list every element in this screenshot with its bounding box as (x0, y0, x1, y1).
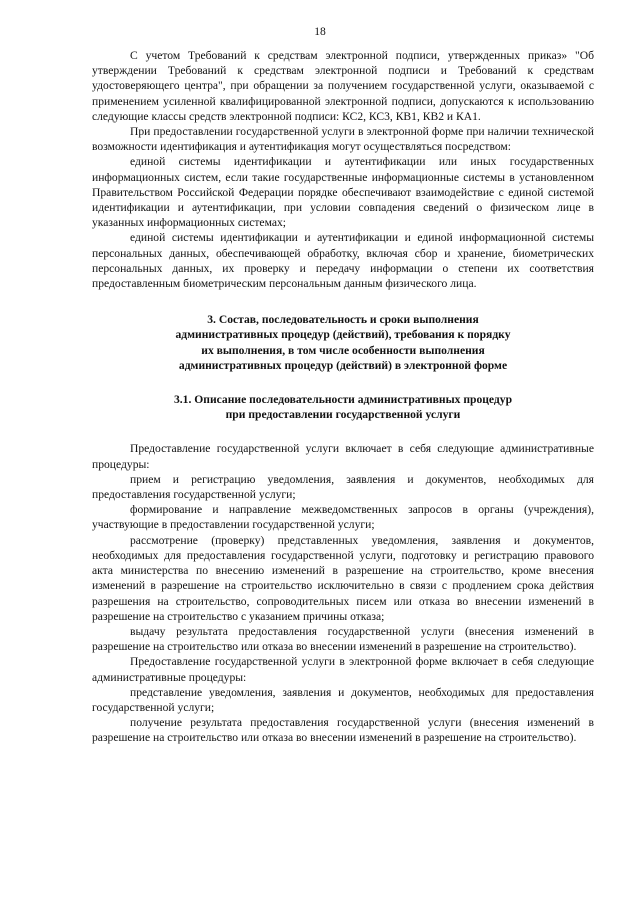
paragraph: При предоставлении государственной услуги в электронной форме при наличии технической возможности идентификация и аутентификация могут осуществляться посредством: (92, 125, 594, 154)
paragraph: Предоставление государственной услуги в электронной форме включает в себя следующие административные процедуры: (92, 655, 594, 684)
paragraph: Предоставление государственной услуги включает в себя следующие административные процедуры: (92, 442, 594, 471)
heading-line: 3.1. Описание последовательности административных процедур (173, 393, 513, 407)
heading-line: административных процедур (действий) в электронной форме (178, 358, 508, 372)
paragraph: единой системы идентификации и аутентификации и единой информационной системы персональных данных, обеспечивающей обработку, включая сбор и хранение, биометрических персональных данных, их проверку и передачу информации о степени их соответствия предоставленным биометрическим персональным данным физического лица. (92, 231, 594, 291)
page-number: 18 (314, 25, 326, 38)
paragraph: С учетом Требований к средствам электронной подписи, утвержденных приказ» "Об утверждении Требований к средствам электронной подписи и Требований к средствам удостоверяющего центра", при обращении за получением государственной услуги, оказываемой с применением усиленной квалифицированной электронной подписи, допускаются к использованию следующие классы средств электронной подписи: КС2, КС3, КВ1, КВ2 и КА1. (92, 49, 594, 123)
heading-line: при предоставлении государственной услуги (225, 408, 461, 422)
heading-line: 3. Состав, последовательность и сроки выполнения (207, 313, 479, 327)
section-3-heading (92, 312, 594, 373)
paragraph: рассмотрение (проверку) представленных уведомления, заявления и документов, необходимых для предоставления государственной услуги, подготовку и регистрацию правового акта министерства по внесению изменений в разрешение на строительство, кроме внесения изменений в разрешение на строительство исключительно в связи с продлением срока действия разрешения на строительство, сопроводительных писем или отказа во внесении изменений в разрешение на строительство с указанием причины отказа; (92, 533, 594, 623)
paragraph: единой системы идентификации и аутентификации или иных государственных информационных систем, если такие государственные информационные системы в установленном Правительством Российской Федерации порядке обеспечивают взаимодействие с единой системой идентификации и аутентификации, при условии совпадения сведений о физическом лице в указанных информационных системах; (92, 155, 594, 230)
paragraph: представление уведомления, заявления и документов, необходимых для предоставления государственной услуги; (92, 685, 594, 714)
paragraph: формирование и направление межведомственных запросов в органы (учреждения), участвующие в предоставлении государственной услуги; (92, 503, 594, 532)
document-body (92, 48, 594, 746)
section-3-1-heading (92, 392, 594, 422)
heading-line: административных процедур (действий), требования к порядку (175, 328, 511, 342)
paragraph: получение результата предоставления государственной услуги (внесения изменений в разрешение на строительство или отказа во внесении изменений в разрешение на строительство). (92, 716, 594, 745)
paragraph: выдачу результата предоставления государственной услуги (внесения изменений в разрешение на строительство или отказа во внесении изменений в разрешение на строительство). (92, 624, 594, 654)
heading-line: их выполнения, в том числе особенности выполнения (201, 343, 485, 357)
paragraph: прием и регистрацию уведомления, заявления и документов, необходимых для предоставления государственной услуги; (92, 472, 594, 502)
